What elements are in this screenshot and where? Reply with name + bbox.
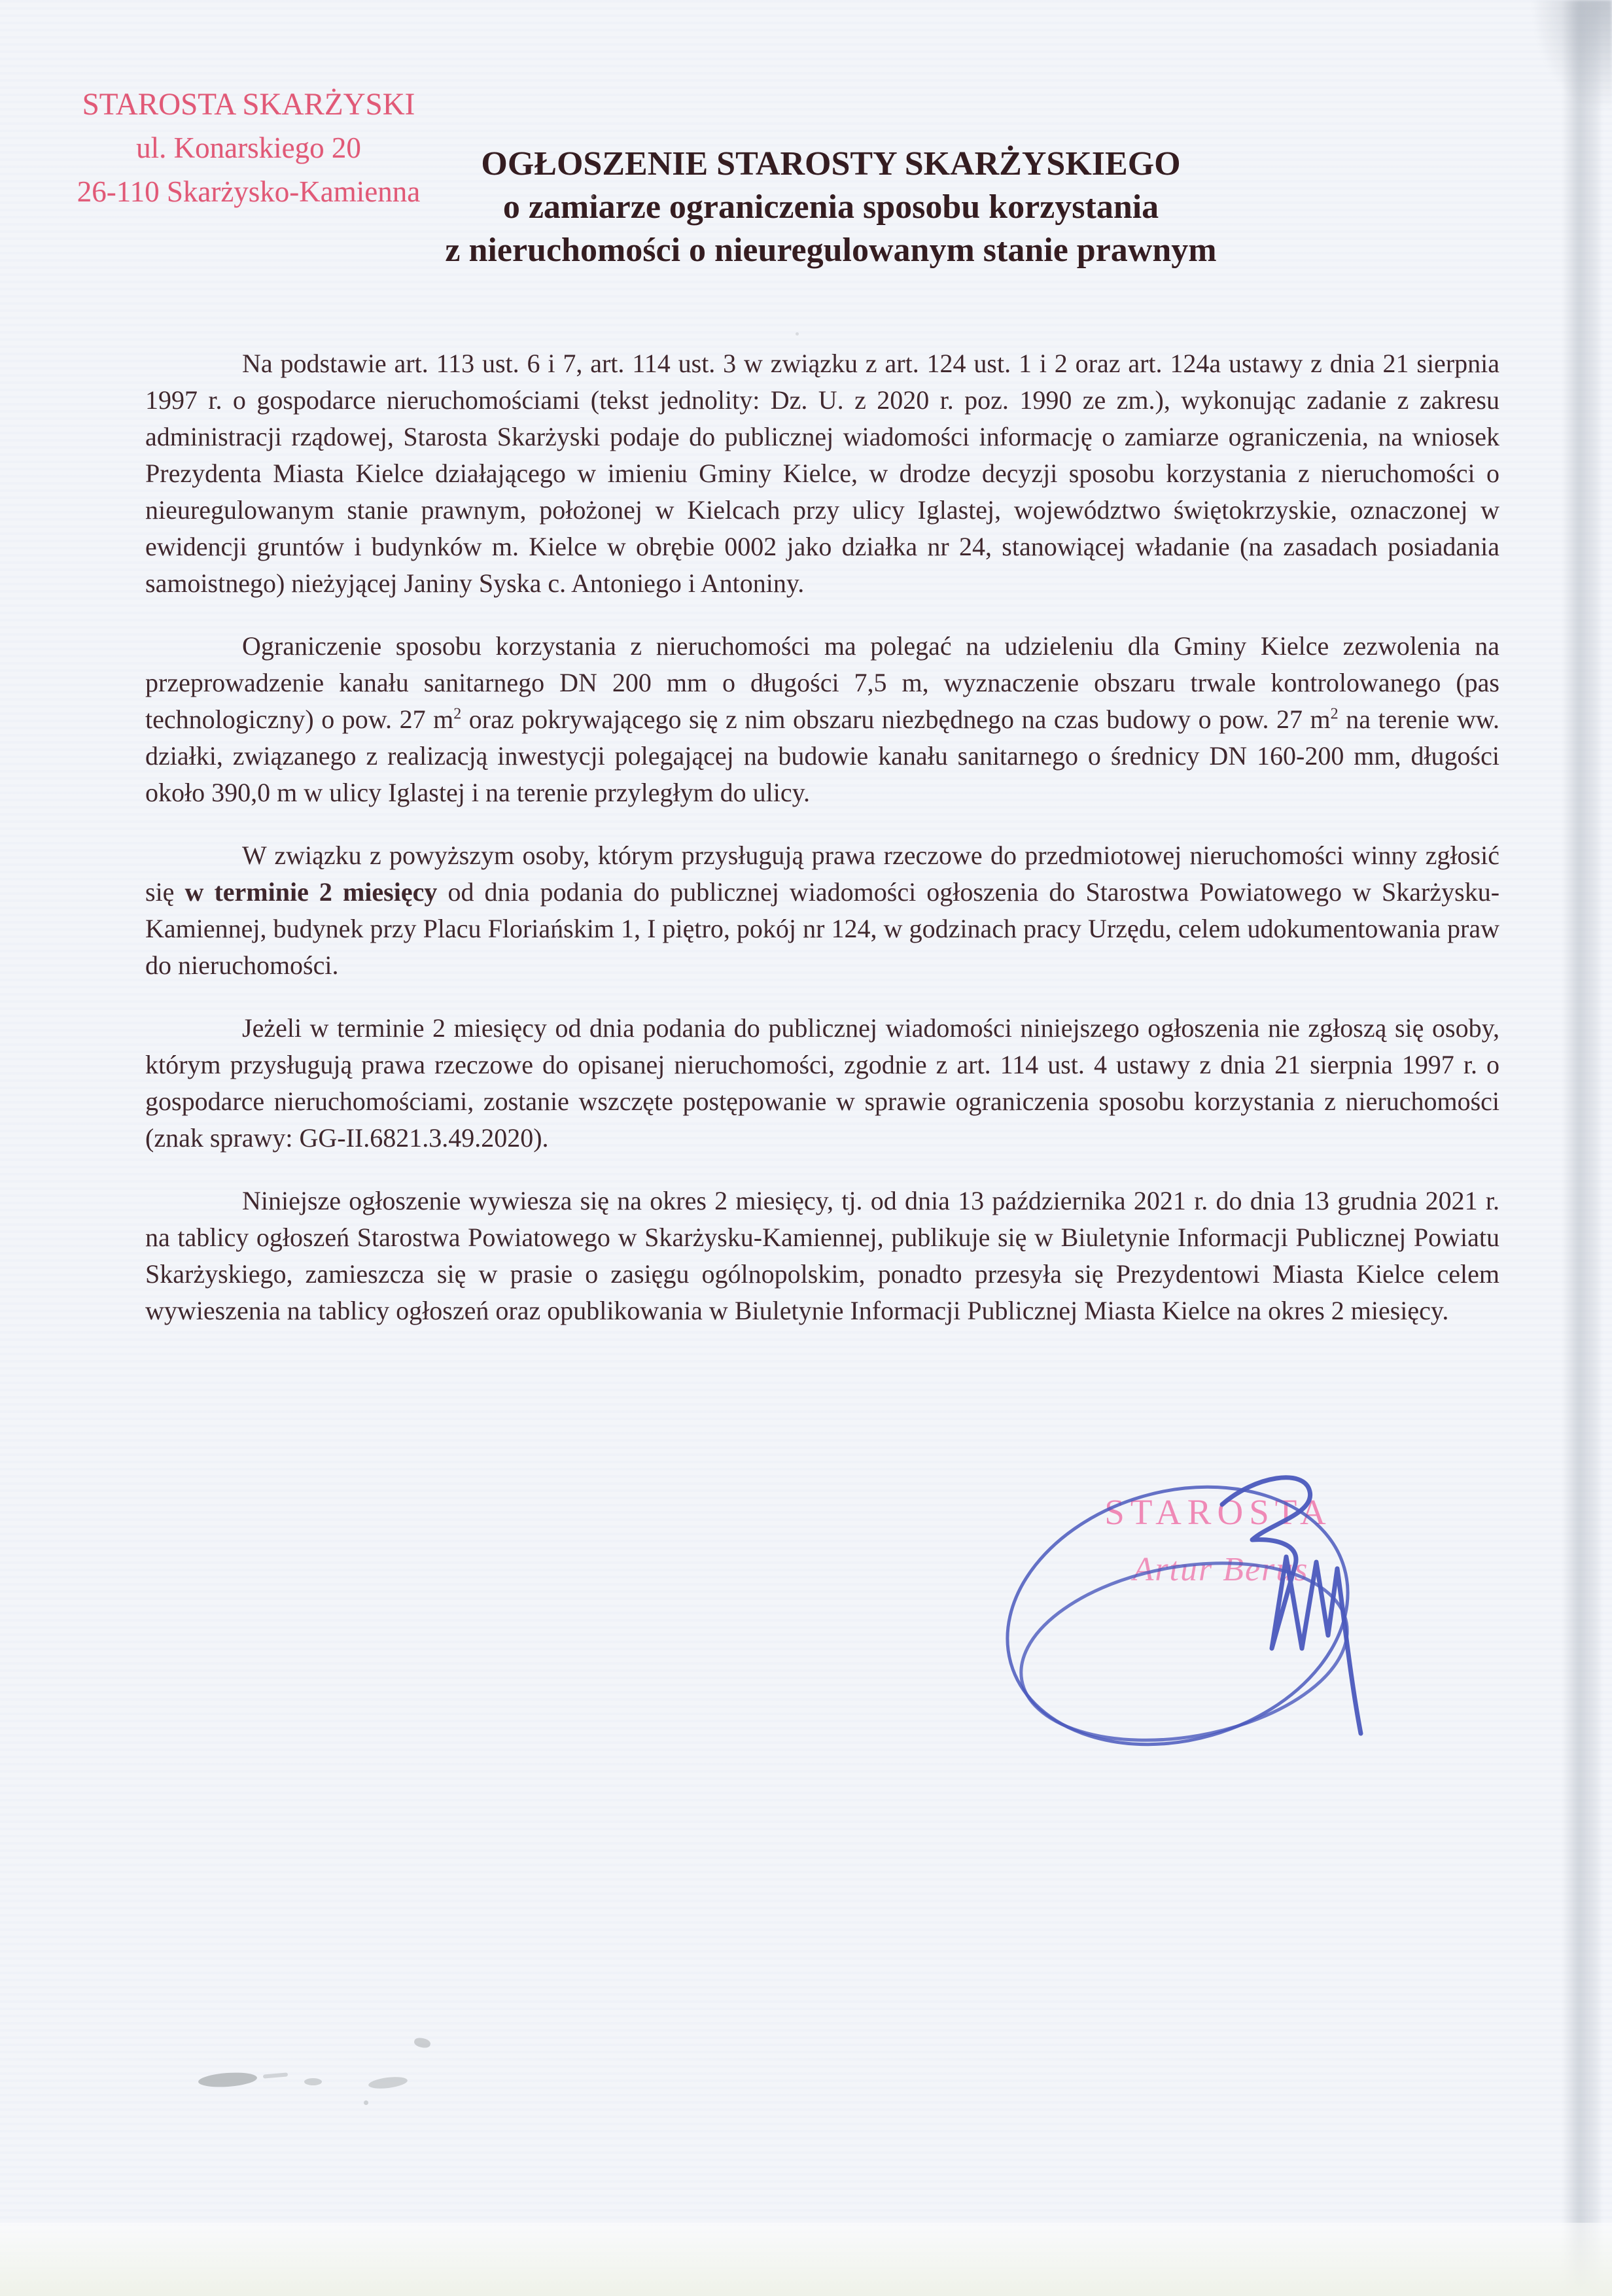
body-text-segment: Ograniczenie sposobu korzystania z nieruchomości ma polegać na udzieleniu dla Gminy Kielce zezwolenia na przeprowadzenie kanału sanitarnego DN 200 mm o długości 7,5 m, wyznaczenie obszaru trwale kontrolowanego (pas technologiczny) o pow. 27 m bbox=[145, 631, 1499, 734]
body-text-segment: W związku z powyższym osoby, którym przysługują prawa rzeczowe do przedmiotowej nieruchomości winny zgłosić się bbox=[145, 841, 1499, 907]
body-text-segment: Jeżeli w terminie 2 miesięcy od dnia podania do publicznej wiadomości niniejszego ogłoszenia nie zgłoszą się osoby, którym przysługują prawa rzeczowe do opisanej nieruchomości, zgodnie z art. 114 ust. 4 ustawy z dnia 21 sierpnia 1997 r. o gospodarce nieruchomościami, zostanie wszczęte postępowanie w sprawie ograniczenia sposobu korzystania z nieruchomości (znak sprawy: GG-II.6821.3.49.2020). bbox=[145, 1013, 1499, 1153]
announcement-body bbox=[145, 345, 1499, 1355]
handwritten-signature bbox=[949, 1433, 1420, 1812]
scan-smudge bbox=[364, 2100, 368, 2105]
body-text-segment: Na podstawie art. 113 ust. 6 i 7, art. 114 ust. 3 w związku z art. 124 ust. 1 i 2 oraz art. 124a ustawy z dnia 21 sierpnia 1997 r. o gospodarce nieruchomościami (tekst jednolity: Dz. U. z 2020 r. poz. 1990 ze zm.), wykonując zadanie z zakresu administracji rządowej, Starosta Skarżyski podaje do publicznej wiadomości informację o zamiarze ograniczenia, na wniosek Prezydenta Miasta Kielce działającego w imieniu Gminy Kielce, w drodze decyzji sposobu korzystania z nieruchomości o nieuregulowanym stanie prawnym, położonej w Kielcach przy ulicy Iglastej, województwo świętokrzyskie, oznaczonej w ewidencji gruntów i budynków m. Kielce w obrębie 0002 jako działka nr 24, stanowiącej władanie (na zasadach posiadania samoistnego) nieżyjącej Janiny Syska c. Antoniego i Antoniny. bbox=[145, 349, 1499, 598]
emphasized-text: w terminie 2 miesięcy bbox=[184, 877, 438, 907]
scan-smudge bbox=[263, 2072, 288, 2078]
page-title bbox=[327, 143, 1335, 272]
paragraph bbox=[145, 1010, 1499, 1157]
sender-stamp-line: STAROSTA SKARŻYSKI bbox=[82, 87, 415, 122]
body-text-segment: 2 bbox=[453, 705, 462, 723]
title-line: z nieruchomości o nieuregulowanym stanie prawnym bbox=[445, 232, 1217, 269]
body-text-segment: oraz pokrywającego się z nim obszaru niezbędnego na czas budowy o pow. 27 m bbox=[461, 704, 1331, 734]
body-text-segment: Niniejsze ogłoszenie wywiesza się na okres 2 miesięcy, tj. od dnia 13 października 2021 r. do dnia 13 grudnia 2021 r. na tablicy ogłoszeń Starostwa Powiatowego w Skarżysku-Kamiennej, publikuje się w Biuletynie Informacji Publicznej Powiatu Skarżyskiego, zamieszcza się w prasie o zasięgu ogólnopolskim, ponadto przesyła się Prezydentowi Miasta Kielce celem wywieszenia na tablicy ogłoszeń oraz opublikowania w Biuletynie Informacji Publicznej Miasta Kielce na okres 2 miesięcy. bbox=[145, 1186, 1499, 1325]
scan-edge-strip bbox=[1562, 0, 1600, 2296]
title-line: OGŁOSZENIE STAROSTY SKARŻYSKIEGO bbox=[481, 145, 1181, 183]
paragraph bbox=[145, 1183, 1499, 1329]
signature-stamp-title: STAROSTA bbox=[1104, 1492, 1332, 1532]
body-text-segment: 2 bbox=[1330, 705, 1339, 723]
scan-smudge bbox=[368, 2075, 408, 2090]
signature-loop-outer bbox=[977, 1448, 1378, 1783]
body-text-segment: na terenie ww. działki, związanego z realizacją inwestycji polegającej na budowie kanału sanitarnego o średnicy DN 160-200 mm, długości około 390,0 m w ulicy Iglastej i na terenie przyległym do ulicy. bbox=[145, 704, 1499, 807]
scan-smudge bbox=[591, 195, 594, 198]
paragraph bbox=[145, 345, 1499, 602]
sender-stamp-line: ul. Konarskiego 20 bbox=[136, 131, 361, 164]
sender-stamp-line: 26-110 Skarżysko-Kamienna bbox=[77, 175, 421, 208]
scan-smudge bbox=[796, 332, 799, 336]
paragraph bbox=[145, 837, 1499, 984]
signature-loop-inner bbox=[1007, 1539, 1361, 1764]
paragraph bbox=[145, 628, 1499, 811]
scan-smudge bbox=[304, 2078, 322, 2085]
scan-smudge bbox=[198, 2071, 257, 2089]
scan-smudge bbox=[413, 2037, 431, 2049]
signature-stamp-name: Artur Berus bbox=[1132, 1551, 1309, 1588]
scan-bottom-band bbox=[0, 2223, 1612, 2296]
title-line: o zamiarze ograniczenia sposobu korzystania bbox=[502, 188, 1159, 226]
body-text-segment: od dnia podania do publicznej wiadomości ogłoszenia do Starostwa Powiatowego w Skarżysku-Kamiennej, budynek przy Placu Floriańskim 1, I piętro, pokój nr 124, w godzinach pracy Urzędu, celem udokumentowania praw do nieruchomości. bbox=[145, 877, 1500, 980]
scan-corner-shade bbox=[1531, 0, 1612, 111]
